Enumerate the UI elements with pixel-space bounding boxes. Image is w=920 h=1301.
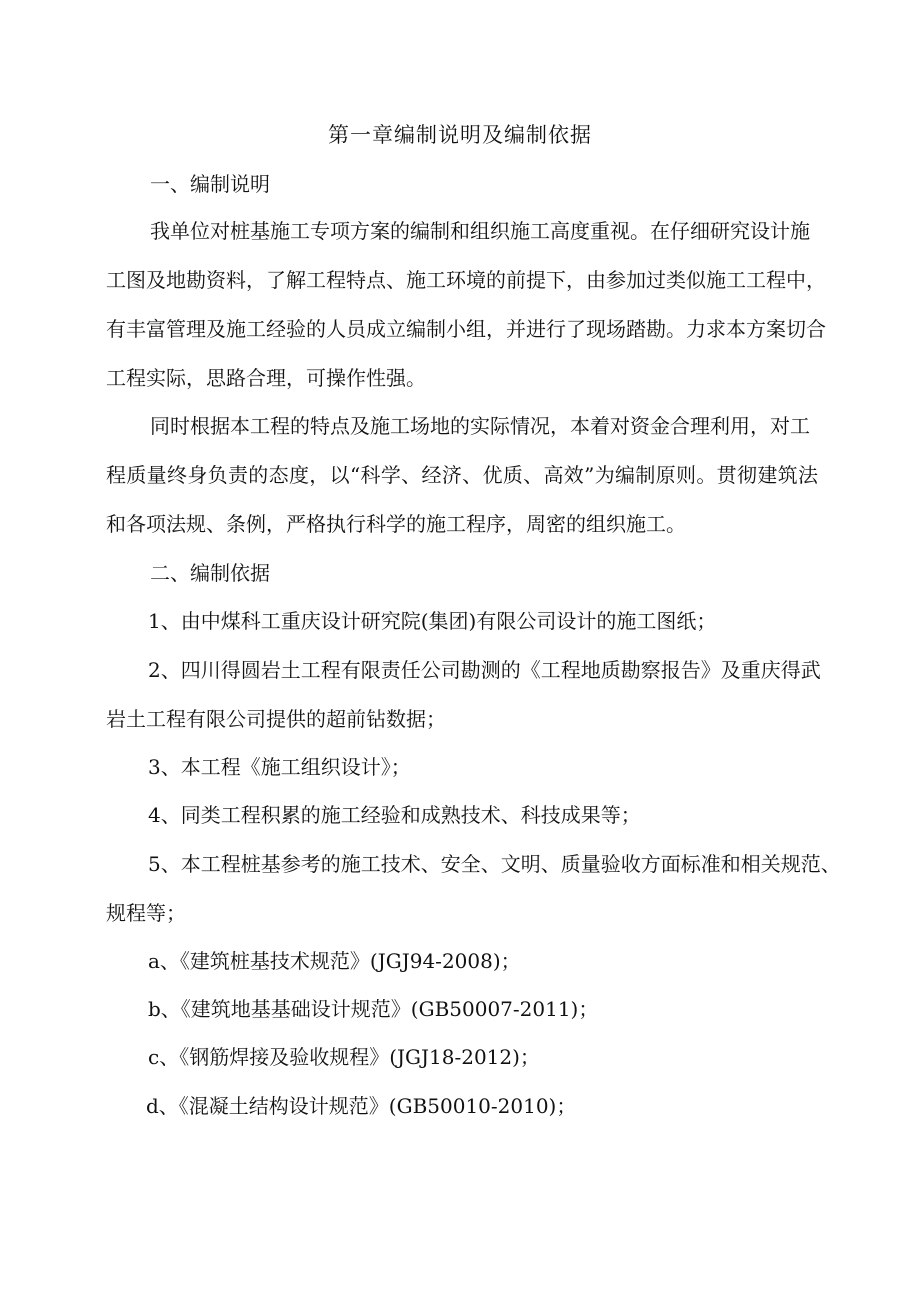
- paragraph-1-line-1: 我单位对桩基施工专项方案的编制和组织施工高度重视。在仔细研究设计施: [150, 219, 810, 243]
- chapter-title: 第一章编制说明及编制依据: [328, 123, 592, 147]
- section-heading-explanation: 一、编制说明: [150, 172, 270, 196]
- basis-item-2-line-2: 岩土工程有限公司提供的超前钻数据；: [106, 707, 446, 731]
- basis-item-5-line-1: 5、本工程桩基参考的施工技术、安全、文明、质量验收方面标准和相关规范、: [148, 852, 841, 876]
- basis-item-5-line-2: 规程等；: [106, 901, 186, 925]
- basis-item-2-line-1: 2、四川得圆岩土工程有限责任公司勘测的《工程地质勘察报告》及重庆得武: [148, 658, 821, 682]
- paragraph-2-line-3: 和各项法规、条例，严格执行科学的施工程序，周密的组织施工。: [106, 512, 686, 536]
- paragraph-1-line-4: 工程实际，思路合理，可操作性强。: [106, 366, 426, 390]
- standard-item-c: c、《钢筋焊接及验收规程》(JGJ18-2012)；: [148, 1045, 540, 1069]
- paragraph-2-line-1: 同时根据本工程的特点及施工场地的实际情况，本着对资金合理利用，对工: [150, 414, 810, 438]
- paragraph-2-line-2: 程质量终身负责的态度，以“科学、经济、优质、高效”为编制原则。贯彻建筑法: [106, 463, 818, 487]
- section-heading-basis: 二、编制依据: [150, 561, 270, 585]
- basis-item-3: 3、本工程《施工组织设计》；: [148, 755, 411, 779]
- paragraph-1-line-3: 有丰富管理及施工经验的人员成立编制小组，并进行了现场踏勘。力求本方案切合: [106, 317, 826, 341]
- basis-item-4: 4、同类工程积累的施工经验和成熟技术、科技成果等；: [148, 803, 641, 827]
- standard-item-d: d、《混凝土结构设计规范》(GB50010-2010)；: [146, 1094, 577, 1118]
- standard-item-b: b、《建筑地基基础设计规范》(GB50007-2011)；: [148, 997, 599, 1021]
- standard-item-a: a、《建筑桩基技术规范》(JGJ94-2008)；: [148, 949, 521, 973]
- basis-item-1: 1、由中煤科工重庆设计研究院(集团)有限公司设计的施工图纸；: [148, 609, 717, 633]
- paragraph-1-line-2: 工图及地勘资料，了解工程特点、施工环境的前提下，由参加过类似施工工程中，: [106, 268, 826, 292]
